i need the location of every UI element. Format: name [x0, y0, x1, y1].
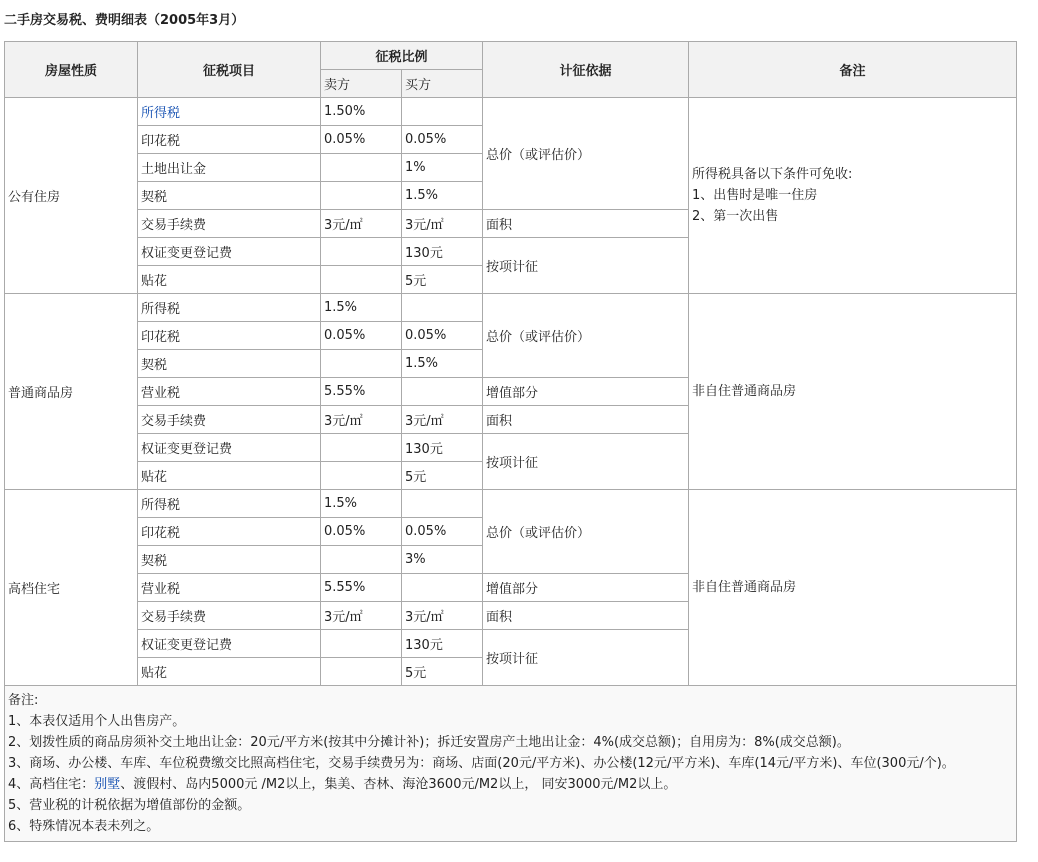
- buyer-rate-cell: 3%: [402, 546, 483, 574]
- buyer-rate-cell: 1.5%: [402, 350, 483, 378]
- tax-item-cell: 权证变更登记费: [138, 434, 321, 462]
- seller-rate-cell: 3元/㎡: [321, 210, 402, 238]
- basis-cell: 按项计征: [483, 238, 689, 294]
- remarks-cell: [689, 294, 1017, 490]
- property-type-cell: 公有住房: [5, 98, 138, 294]
- footnote-cell: [5, 686, 1017, 842]
- buyer-rate-cell: 5元: [402, 266, 483, 294]
- buyer-rate-cell: 1%: [402, 154, 483, 182]
- seller-rate-cell: 0.05%: [321, 518, 402, 546]
- remarks-cell: [689, 490, 1017, 686]
- tax-item-cell: 交易手续费: [138, 210, 321, 238]
- header-remarks: 备注: [689, 42, 1017, 98]
- tax-item-cell: 所得税: [138, 490, 321, 518]
- tax-item-cell: 贴花: [138, 658, 321, 686]
- tax-item-cell: 权证变更登记费: [138, 238, 321, 266]
- buyer-rate-cell: 0.05%: [402, 126, 483, 154]
- header-rate: 征税比例: [321, 42, 483, 70]
- tax-item-cell: 印花税: [138, 126, 321, 154]
- property-type-cell: 高档住宅: [5, 490, 138, 686]
- seller-rate-cell: [321, 266, 402, 294]
- tax-item-cell: 印花税: [138, 322, 321, 350]
- header-basis: 计征依据: [483, 42, 689, 98]
- basis-cell: 总价（或评估价）: [483, 490, 689, 574]
- tax-item-cell[interactable]: [138, 98, 321, 126]
- buyer-rate-cell: 3元/㎡: [402, 602, 483, 630]
- seller-rate-cell: [321, 546, 402, 574]
- seller-rate-cell: [321, 154, 402, 182]
- seller-rate-cell: [321, 182, 402, 210]
- seller-rate-cell: 5.55%: [321, 574, 402, 602]
- footnote-row: [5, 686, 1017, 842]
- tax-item-cell: 土地出让金: [138, 154, 321, 182]
- seller-rate-cell: 1.5%: [321, 490, 402, 518]
- buyer-rate-cell: 3元/㎡: [402, 406, 483, 434]
- seller-rate-cell: 0.05%: [321, 126, 402, 154]
- seller-rate-cell: 1.5%: [321, 294, 402, 322]
- header-tax-item: 征税项目: [138, 42, 321, 98]
- footnote-line4-prefix: 4、高档住宅：: [8, 777, 95, 792]
- seller-rate-cell: 3元/㎡: [321, 602, 402, 630]
- tax-item-link[interactable]: 所得税: [141, 106, 181, 121]
- footnote-line: 2、划拨性质的商品房须补交土地出让金：20元/平方米(按其中分摊计补)；拆迁安置房产土地出让金：4%(成交总额)；自用房为：8%(成交总额)。: [8, 735, 850, 750]
- footnote-line: 6、特殊情况本表未列之。: [8, 819, 160, 834]
- header-buyer: 买方: [402, 70, 483, 98]
- basis-cell: 增值部分: [483, 378, 689, 406]
- footnote-title: 备注:: [8, 693, 39, 708]
- buyer-rate-cell: 130元: [402, 630, 483, 658]
- seller-rate-cell: [321, 462, 402, 490]
- footnote-line: 3、商场、办公楼、车库、车位税费缴交比照高档住宅，交易手续费另为：商场、店面(20元/平方米)、办公楼(12元/平方米)、车库(14元/平方米)、车位(300元/个)。: [8, 756, 955, 771]
- seller-rate-cell: 5.55%: [321, 378, 402, 406]
- footnote-line: 1、本表仅适用个人出售房产。: [8, 714, 186, 729]
- seller-rate-cell: 1.50%: [321, 98, 402, 126]
- seller-rate-cell: 0.05%: [321, 322, 402, 350]
- basis-cell: 总价（或评估价）: [483, 294, 689, 378]
- basis-cell: 面积: [483, 406, 689, 434]
- basis-cell: 按项计征: [483, 630, 689, 686]
- buyer-rate-cell: [402, 378, 483, 406]
- seller-rate-cell: [321, 630, 402, 658]
- basis-cell: 增值部分: [483, 574, 689, 602]
- table-body: [5, 98, 1017, 842]
- footnote-line: [8, 774, 1013, 795]
- footnote-line: 5、营业税的计税依据为增值部份的金额。: [8, 798, 251, 813]
- basis-cell: 面积: [483, 210, 689, 238]
- seller-rate-cell: [321, 238, 402, 266]
- footnote-line4-suffix: 、渡假村、岛内5000元 /M2以上，集美、杏林、海沧3600元/M2以上， 同安3000元/M2以上。: [120, 777, 677, 792]
- buyer-rate-cell: 5元: [402, 462, 483, 490]
- tax-item-cell: 交易手续费: [138, 406, 321, 434]
- header-seller: 卖方: [321, 70, 402, 98]
- tax-item-cell: 所得税: [138, 294, 321, 322]
- property-type-cell: 普通商品房: [5, 294, 138, 490]
- buyer-rate-cell: 130元: [402, 434, 483, 462]
- buyer-rate-cell: 5元: [402, 658, 483, 686]
- tax-item-cell: 印花税: [138, 518, 321, 546]
- buyer-rate-cell: 3元/㎡: [402, 210, 483, 238]
- buyer-rate-cell: 130元: [402, 238, 483, 266]
- seller-rate-cell: [321, 658, 402, 686]
- buyer-rate-cell: [402, 574, 483, 602]
- seller-rate-cell: [321, 434, 402, 462]
- basis-cell: 总价（或评估价）: [483, 98, 689, 210]
- tax-fee-table: [4, 41, 1017, 842]
- remarks-line: 非自住普通商品房: [692, 580, 797, 595]
- remarks-line: 非自住普通商品房: [692, 384, 797, 399]
- buyer-rate-cell: 0.05%: [402, 322, 483, 350]
- header-property-type: 房屋性质: [5, 42, 138, 98]
- tax-item-cell: 契税: [138, 546, 321, 574]
- tax-item-cell: 契税: [138, 182, 321, 210]
- buyer-rate-cell: [402, 98, 483, 126]
- buyer-rate-cell: 0.05%: [402, 518, 483, 546]
- buyer-rate-cell: 1.5%: [402, 182, 483, 210]
- seller-rate-cell: 3元/㎡: [321, 406, 402, 434]
- basis-cell: 按项计征: [483, 434, 689, 490]
- remarks-line: 2、第一次出售: [692, 209, 779, 224]
- buyer-rate-cell: [402, 294, 483, 322]
- tax-item-cell: 权证变更登记费: [138, 630, 321, 658]
- tax-item-cell: 营业税: [138, 378, 321, 406]
- tax-item-cell: 贴花: [138, 266, 321, 294]
- table-row: [5, 98, 1017, 126]
- buyer-rate-cell: [402, 490, 483, 518]
- basis-cell: 面积: [483, 602, 689, 630]
- remarks-line: 所得税具备以下条件可免收:: [692, 167, 853, 182]
- table-row: [5, 294, 1017, 322]
- table-caption: 二手房交易税、费明细表（2005年3月）: [4, 13, 245, 28]
- tax-item-cell: 交易手续费: [138, 602, 321, 630]
- villa-link[interactable]: 别墅: [94, 777, 121, 792]
- remarks-cell: [689, 98, 1017, 294]
- table-row: [5, 490, 1017, 518]
- tax-item-cell: 契税: [138, 350, 321, 378]
- tax-item-cell: 贴花: [138, 462, 321, 490]
- seller-rate-cell: [321, 350, 402, 378]
- remarks-line: 1、出售时是唯一住房: [692, 188, 818, 203]
- tax-item-cell: 营业税: [138, 574, 321, 602]
